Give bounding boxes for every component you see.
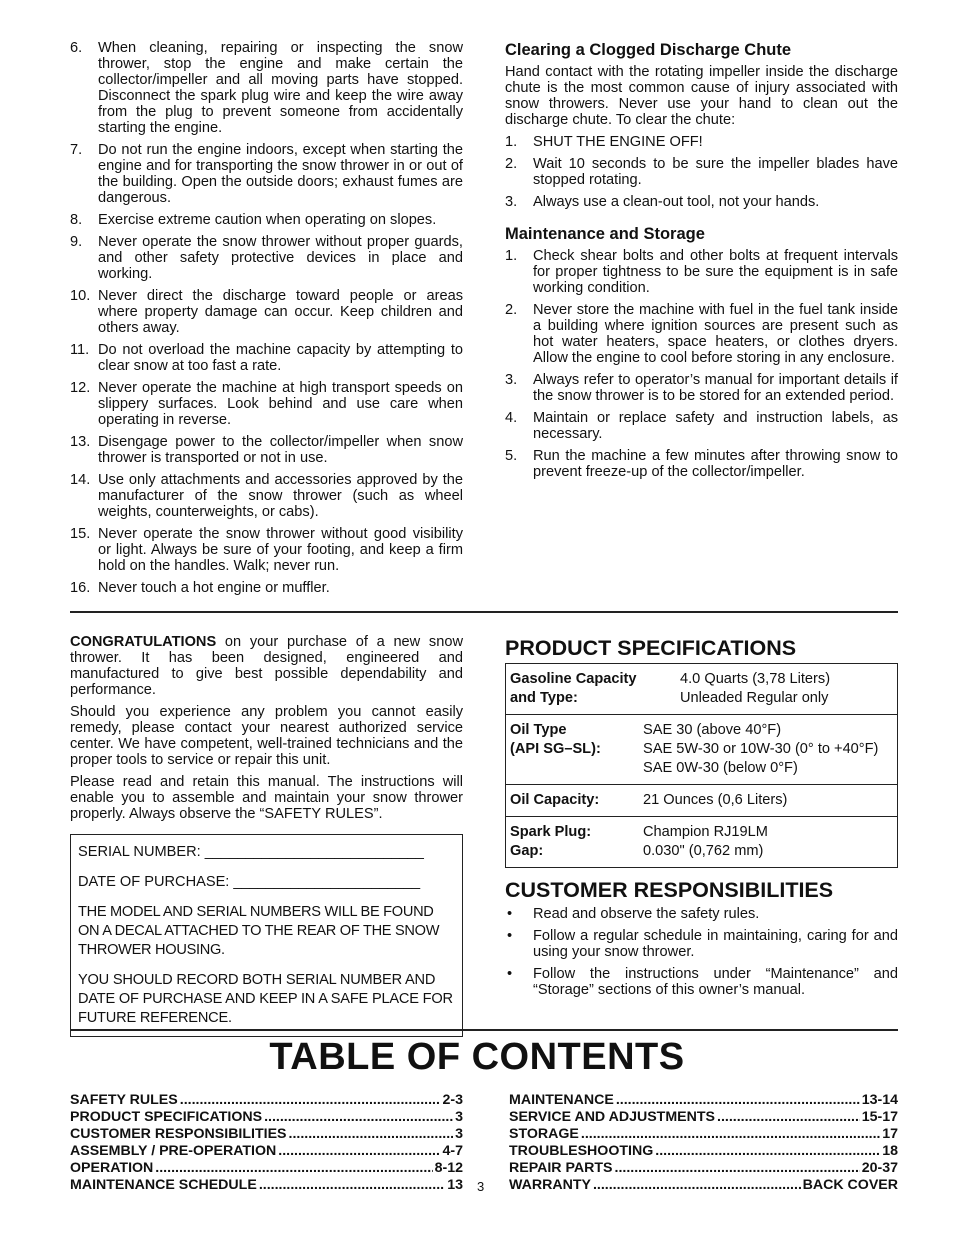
safety-rule-text: Never operate the machine at high transport speeds on slippery surfaces. Look behind and use care when operating in reverse. xyxy=(98,380,463,428)
toc-entry-page: 3 xyxy=(455,1126,463,1142)
safety-rule-item xyxy=(70,380,463,428)
toc-left-column xyxy=(70,1092,463,1194)
toc-entry-label: SAFETY RULES xyxy=(70,1092,178,1108)
date-of-purchase-line: DATE OF PURCHASE: _______________________ xyxy=(78,874,421,890)
maintenance-item-number: 3. xyxy=(505,372,518,388)
chute-step-item xyxy=(505,134,898,150)
spec-value: SAE 30 (above 40°F) SAE 5W-30 or 10W-30 (0° to +40°F) SAE 0W-30 (below 0°F) xyxy=(643,722,879,776)
toc-entry[interactable] xyxy=(70,1160,463,1177)
toc-entry-page: 18 xyxy=(882,1143,898,1159)
intro-column xyxy=(70,634,463,1037)
congratulations-lead: CONGRATULATIONS xyxy=(70,634,217,650)
safety-rule-number: 10. xyxy=(70,288,91,304)
safety-rule-text: Use only attachments and accessories approved by the manufacturer of the snow thrower (such as wheel weights, counterweights, or cabs). xyxy=(98,472,463,520)
bullet-icon: • xyxy=(507,906,513,922)
safety-rule-item xyxy=(70,342,463,374)
toc-entry-page: BACK COVER xyxy=(802,1177,898,1193)
toc-dot-leader xyxy=(616,1092,860,1109)
toc-entry-page: 3 xyxy=(455,1109,463,1125)
toc-entry[interactable] xyxy=(70,1092,463,1109)
toc-entry-page: 8-12 xyxy=(434,1160,463,1176)
toc-entry-page: 2-3 xyxy=(442,1092,463,1108)
toc-entry-label: STORAGE xyxy=(509,1126,579,1142)
toc-entry-page: 20-37 xyxy=(861,1160,898,1176)
chute-step-number: 3. xyxy=(505,194,518,210)
maintenance-item-text: Maintain or replace safety and instruction labels, as necessary. xyxy=(533,410,898,442)
toc-entry-label: OPERATION xyxy=(70,1160,154,1176)
spec-value: Champion RJ19LM 0.030" (0,762 mm) xyxy=(643,824,768,859)
chute-step-text: Always use a clean-out tool, not your hands. xyxy=(533,194,820,210)
chute-step-text: Wait 10 seconds to be sure the impeller blades have stopped rotating. xyxy=(533,156,898,188)
spec-label: Oil Capacity: xyxy=(510,792,600,808)
toc-entry[interactable] xyxy=(70,1126,463,1143)
spec-value: 4.0 Quarts (3,78 Liters) Unleaded Regular only xyxy=(680,671,831,706)
maintenance-item-number: 1. xyxy=(505,248,518,264)
safety-rule-text: Never touch a hot engine or muffler. xyxy=(98,580,330,596)
safety-rule-number: 14. xyxy=(70,472,91,488)
safety-rule-item xyxy=(70,434,463,466)
section-divider-bottom xyxy=(70,1029,898,1031)
maintenance-item-text: Always refer to operator’s manual for important details if the snow thrower is to be stored for an extended period. xyxy=(533,372,898,404)
safety-rule-number: 7. xyxy=(70,142,83,158)
toc-entry-page: 4-7 xyxy=(442,1143,463,1159)
maintenance-item-number: 2. xyxy=(505,302,518,318)
responsibility-item xyxy=(505,966,898,998)
toc-entry[interactable] xyxy=(509,1092,898,1109)
safety-rule-text: Never direct the discharge toward people or areas where property damage can occur. Keep children and others away. xyxy=(98,288,463,336)
retain-manual-paragraph: Please read and retain this manual. The instructions will enable you to assemble and maintain your snow thrower properly. Always observe the “SAFETY RULES”. xyxy=(70,774,463,822)
safety-rule-number: 11. xyxy=(70,342,90,358)
safety-rule-item xyxy=(70,142,463,206)
chute-step-number: 1. xyxy=(505,134,518,150)
toc-dot-leader xyxy=(593,1177,801,1194)
toc-entry-label: ASSEMBLY / PRE-OPERATION xyxy=(70,1143,277,1159)
clogged-chute-intro: Hand contact with the rotating impeller inside the discharge chute is the most common cause of injury associated with snow throwers. Never use your hand to clean out the discharge chute. To clear the chute: xyxy=(505,64,898,128)
section-divider-top xyxy=(70,611,898,613)
maintenance-storage-heading: Maintenance and Storage xyxy=(505,225,705,243)
chute-step-text: SHUT THE ENGINE OFF! xyxy=(533,134,703,150)
safety-rule-item xyxy=(70,212,463,228)
safety-rule-text: Do not overload the machine capacity by attempting to clear snow at too fast a rate. xyxy=(98,342,463,374)
maintenance-item-number: 4. xyxy=(505,410,518,426)
model-serial-note: THE MODEL AND SERIAL NUMBERS WILL BE FOUND ON A DECAL ATTACHED TO THE REAR OF THE SNOW THROWER HOUSING. xyxy=(78,904,440,958)
toc-entry-label: PRODUCT SPECIFICATIONS xyxy=(70,1109,263,1125)
maintenance-item-item xyxy=(505,410,898,442)
safety-rule-item xyxy=(70,526,463,574)
spec-label: Oil Type (API SG–SL): xyxy=(510,722,601,757)
toc-entry[interactable] xyxy=(70,1109,463,1126)
safety-rule-item xyxy=(70,234,463,282)
chute-step-item xyxy=(505,156,898,188)
safety-rules-column xyxy=(70,40,463,602)
spec-row xyxy=(506,816,897,867)
toc-dot-leader xyxy=(180,1092,441,1109)
safety-rule-text: Disengage power to the collector/impeller when snow thrower is transported or not in use. xyxy=(98,434,463,466)
safety-rule-item xyxy=(70,40,463,136)
safety-rule-number: 16. xyxy=(70,580,91,596)
safety-rule-text: When cleaning, repairing or inspecting the snow thrower, stop the engine and make certain the collector/impeller and all moving parts have stopped. Disconnect the spark plug wire and keep the wire away from the plug to prevent someone from accidentally starting the engine. xyxy=(98,40,463,136)
toc-dot-leader xyxy=(289,1126,454,1143)
safety-rule-number: 6. xyxy=(70,40,83,56)
toc-entry-label: SERVICE AND ADJUSTMENTS xyxy=(509,1109,716,1125)
maintenance-item-item xyxy=(505,372,898,404)
toc-dot-leader xyxy=(259,1177,445,1194)
toc-dot-leader xyxy=(717,1109,860,1126)
toc-entry[interactable] xyxy=(70,1143,463,1160)
service-paragraph: Should you experience any problem you cannot easily remedy, please contact your nearest authorized service center. We have competent, well-trained technicians and the proper tools to service or repair this unit. xyxy=(70,704,463,768)
responsibility-item xyxy=(505,906,898,922)
spec-row xyxy=(506,664,897,714)
safety-rule-item xyxy=(70,472,463,520)
maintenance-storage-list xyxy=(505,248,898,480)
toc-dot-leader xyxy=(581,1126,880,1143)
maintenance-item-text: Never store the machine with fuel in the fuel tank inside a building where ignition sources are present such as hot water heaters, space heaters, or clothes dryers. Allow the engine to cool before storing in any enclosure. xyxy=(533,302,898,366)
table-of-contents-title: TABLE OF CONTENTS xyxy=(269,1036,685,1078)
responsibility-item xyxy=(505,928,898,960)
safety-rules-list xyxy=(70,40,463,596)
toc-entry-label: TROUBLESHOOTING xyxy=(509,1143,654,1159)
safety-rule-number: 8. xyxy=(70,212,83,228)
bullet-icon: • xyxy=(507,966,513,982)
safety-rule-text: Never operate the snow thrower without good visibility or light. Always be sure of your footing, and keep a firm hold on the handles. Walk; never run. xyxy=(98,526,463,574)
customer-responsibilities-list xyxy=(505,906,898,998)
congratulations-paragraph xyxy=(70,634,463,698)
serial-number-line: SERIAL NUMBER: ___________________________ xyxy=(78,844,424,860)
chute-step-item xyxy=(505,194,898,210)
page-number: 3 xyxy=(477,1179,485,1194)
safety-rule-item xyxy=(70,580,463,596)
spec-value: 21 Ounces (0,6 Liters) xyxy=(643,792,788,808)
toc-entry[interactable] xyxy=(509,1143,898,1160)
safety-rule-text: Never operate the snow thrower without proper guards, and other safety protective devices in place and working. xyxy=(98,234,463,282)
serial-number-box xyxy=(70,834,463,1037)
toc-entry-page: 13-14 xyxy=(861,1092,898,1108)
product-specifications-table xyxy=(505,663,898,868)
toc-entry-label: MAINTENANCE SCHEDULE xyxy=(70,1177,257,1193)
record-serial-note: YOU SHOULD RECORD BOTH SERIAL NUMBER AND DATE OF PURCHASE AND KEEP IN A SAFE PLACE FOR FUTURE REFERENCE. xyxy=(78,972,453,1026)
maintenance-item-item xyxy=(505,448,898,480)
toc-dot-leader xyxy=(655,1143,880,1160)
toc-entry-page: 13 xyxy=(447,1177,463,1193)
spec-label: Spark Plug: Gap: xyxy=(510,824,592,859)
toc-right-column xyxy=(509,1092,898,1194)
congratulations-text: on your purchase of a new snow thrower. It has been designed, engineered and manufactured to give best possible dependability and performance. xyxy=(70,634,463,698)
product-specifications-heading: PRODUCT SPECIFICATIONS xyxy=(505,636,797,660)
toc-entry[interactable] xyxy=(509,1109,898,1126)
toc-entry[interactable] xyxy=(509,1160,898,1177)
toc-entry-page: 17 xyxy=(882,1126,898,1142)
safety-rule-number: 9. xyxy=(70,234,83,250)
right-top-column xyxy=(505,40,898,486)
toc-entry[interactable] xyxy=(509,1126,898,1143)
safety-rule-item xyxy=(70,288,463,336)
toc-dot-leader xyxy=(615,1160,860,1177)
spec-row xyxy=(506,784,897,816)
safety-rule-number: 13. xyxy=(70,434,91,450)
toc-dot-leader xyxy=(264,1109,453,1126)
toc-entry-label: CUSTOMER RESPONSIBILITIES xyxy=(70,1126,287,1142)
maintenance-item-text: Check shear bolts and other bolts at frequent intervals for proper tightness to be sure the equipment is in safe working condition. xyxy=(533,248,898,296)
toc-dot-leader xyxy=(278,1143,440,1160)
responsibility-text: Follow a regular schedule in maintaining, caring for and using your snow thrower. xyxy=(533,928,898,960)
bullet-icon: • xyxy=(507,928,513,944)
spec-label: Gasoline Capacity and Type: xyxy=(510,671,637,706)
specs-column xyxy=(505,636,898,1004)
chute-step-number: 2. xyxy=(505,156,518,172)
toc-entry-label: MAINTENANCE xyxy=(509,1092,614,1108)
maintenance-item-number: 5. xyxy=(505,448,518,464)
toc-dot-leader xyxy=(155,1160,432,1177)
maintenance-item-text: Run the machine a few minutes after throwing snow to prevent freeze-up of the collector/impeller. xyxy=(533,448,898,480)
clogged-chute-heading: Clearing a Clogged Discharge Chute xyxy=(505,41,792,59)
toc-entry[interactable] xyxy=(70,1177,463,1194)
clogged-chute-steps xyxy=(505,134,898,210)
responsibility-text: Follow the instructions under “Maintenance” and “Storage” sections of this owner’s manual. xyxy=(533,966,898,998)
safety-rule-number: 15. xyxy=(70,526,91,542)
toc-entry-label: REPAIR PARTS xyxy=(509,1160,613,1176)
customer-responsibilities-heading: CUSTOMER RESPONSIBILITIES xyxy=(505,878,834,902)
toc-entry-page: 15-17 xyxy=(861,1109,898,1125)
responsibility-text: Read and observe the safety rules. xyxy=(533,906,760,922)
safety-rule-number: 12. xyxy=(70,380,91,396)
spec-row xyxy=(506,714,897,784)
safety-rule-text: Exercise extreme caution when operating on slopes. xyxy=(98,212,437,228)
toc-entry[interactable] xyxy=(509,1177,898,1194)
safety-rule-text: Do not run the engine indoors, except when starting the engine and for transporting the snow thrower in or out of the building. Open the outside doors; exhaust fumes are dangerous. xyxy=(98,142,463,206)
maintenance-item-item xyxy=(505,302,898,366)
maintenance-item-item xyxy=(505,248,898,296)
toc-entry-label: WARRANTY xyxy=(509,1177,591,1193)
